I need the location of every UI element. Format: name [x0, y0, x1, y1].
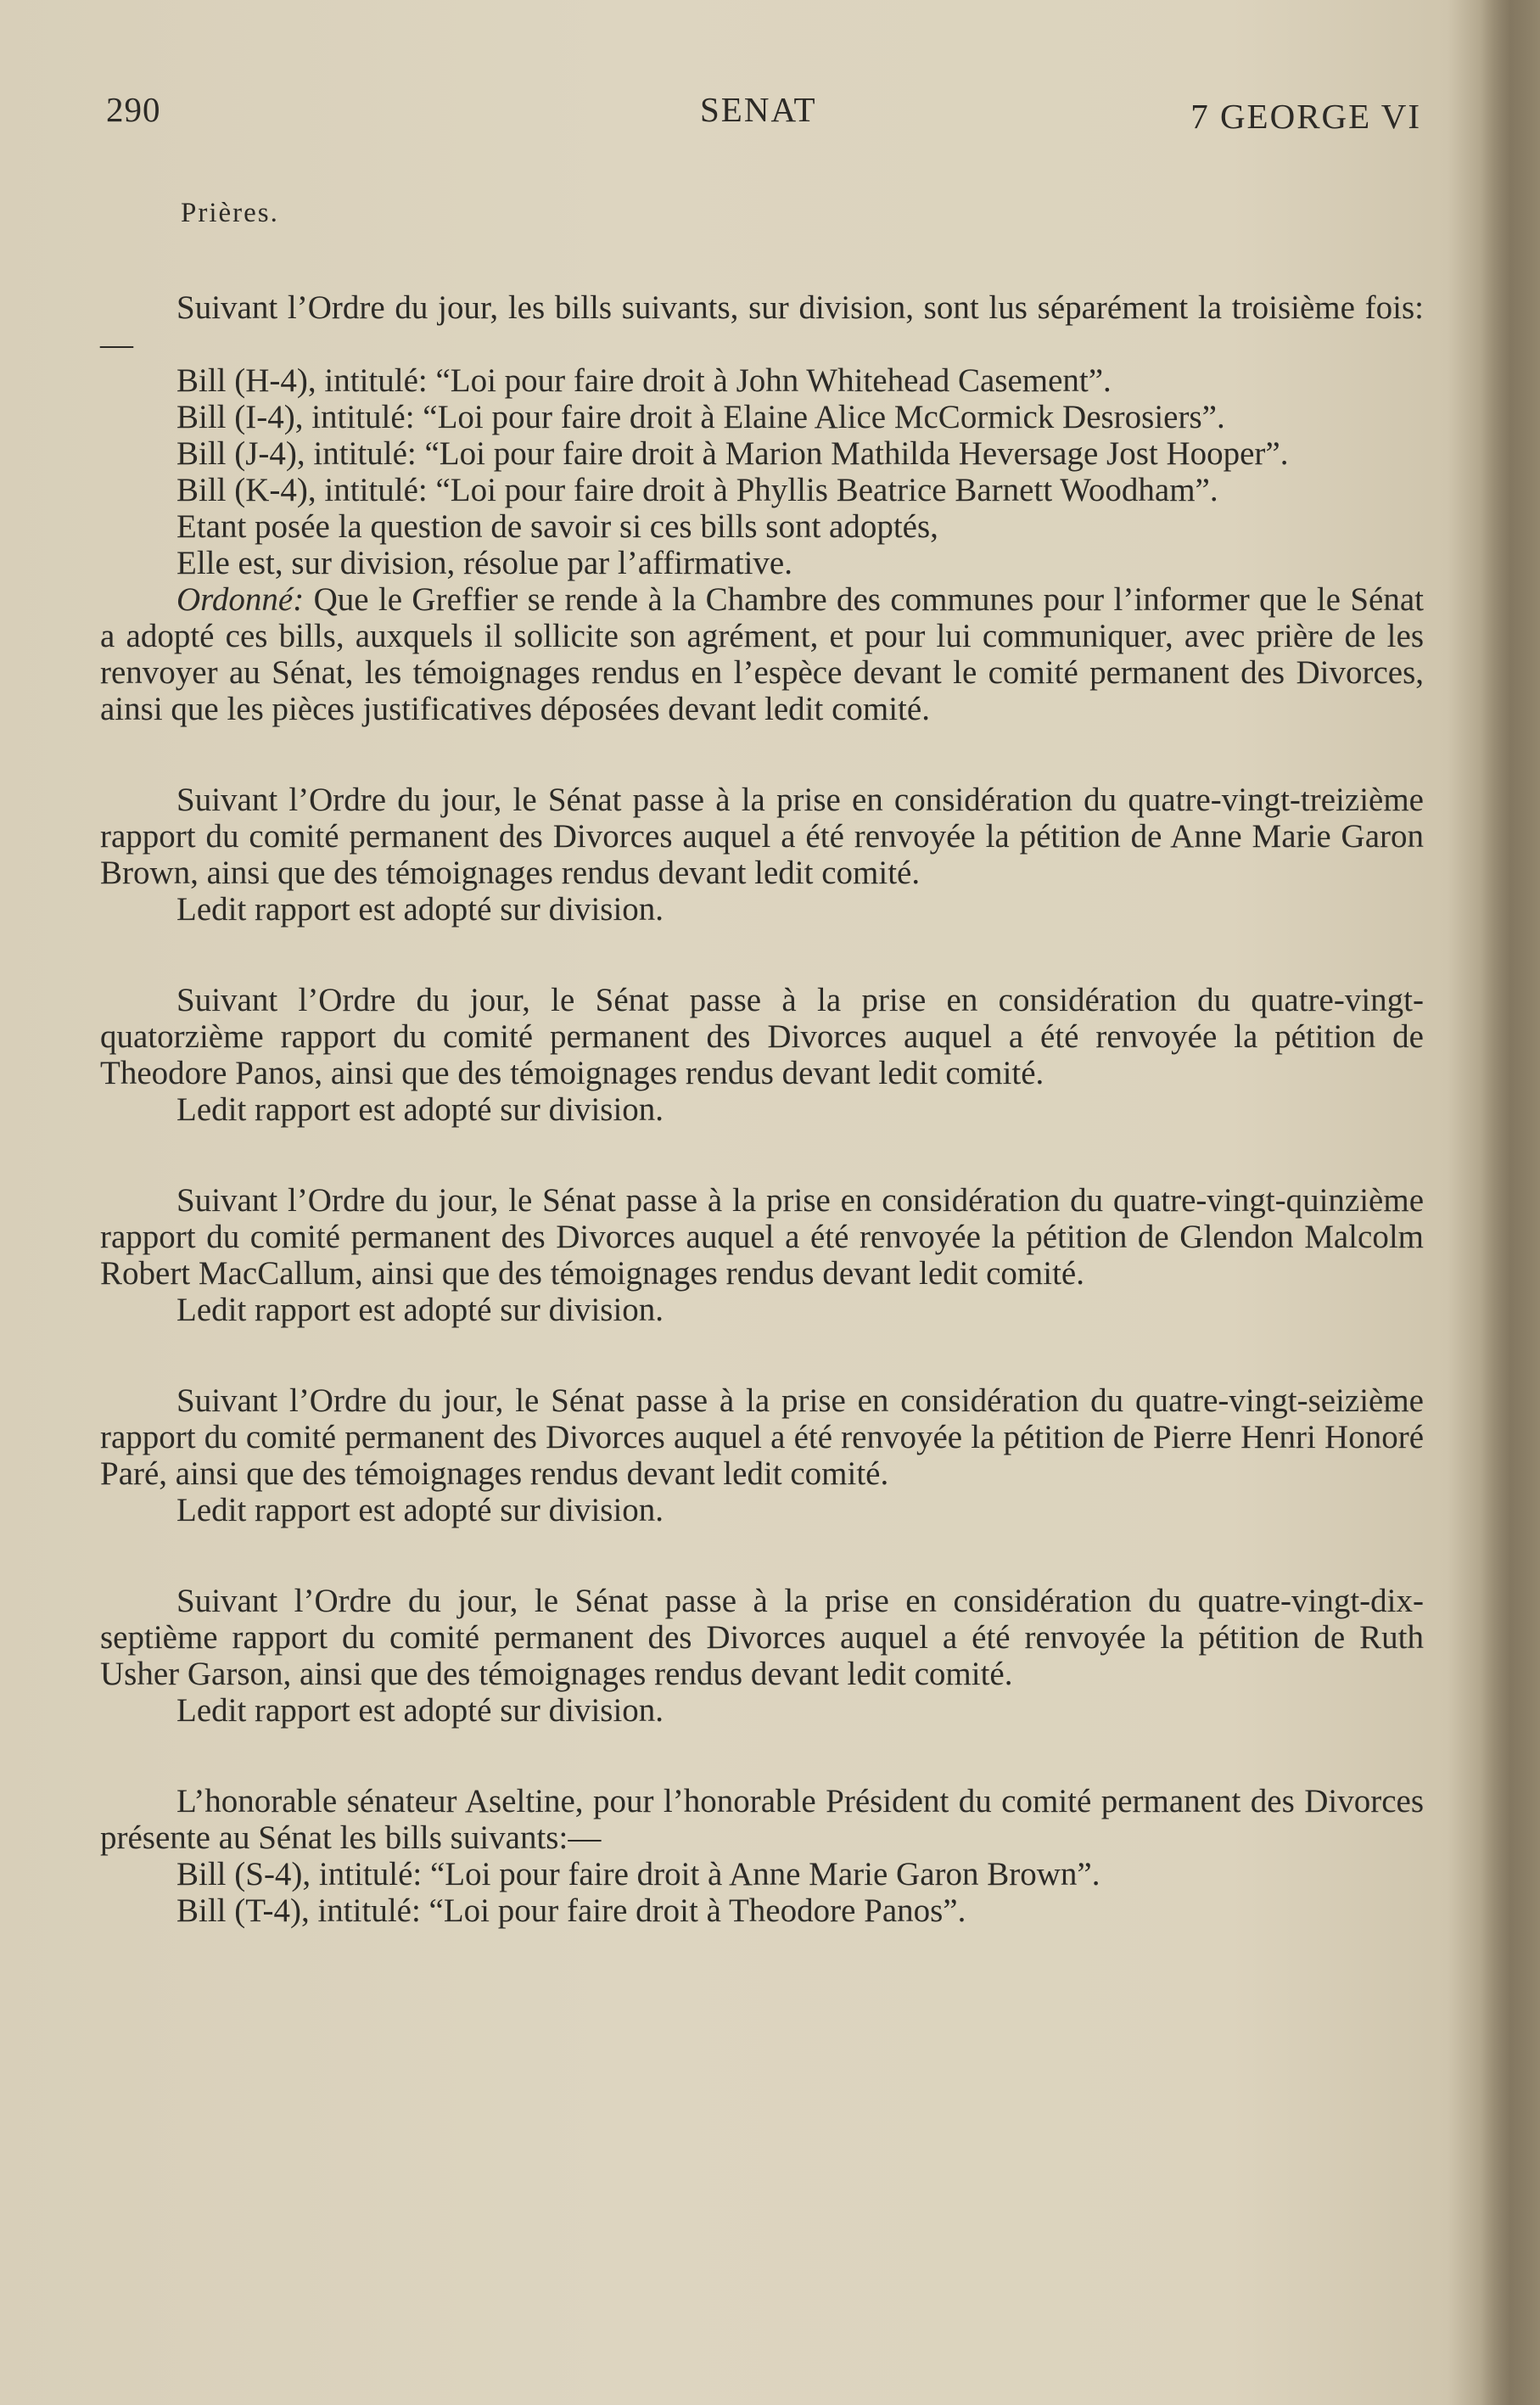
- bill-s4: Bill (S-4), intitulé: “Loi pour faire droit à Anne Marie Garon Brown”.: [176, 1856, 1100, 1892]
- report-93-text: Suivant l’Ordre du jour, le Sénat passe à la prise en considération du quatre-vingt-treizième rapport du comité permanent des Divorces auquel a été renvoyée la pétition de Anne Marie Garon Brown, ainsi que des témoignages rendus devant ledit comité.: [100, 782, 1424, 891]
- report-93-adopted: Ledit rapport est adopté sur division.: [176, 891, 664, 928]
- report-95-adopted: Ledit rapport est adopté sur division.: [176, 1292, 664, 1328]
- ordonne-label: Ordonné:: [176, 581, 305, 618]
- result-text: Elle est, sur division, résolue par l’affirmative.: [176, 545, 792, 581]
- report-95-text: Suivant l’Ordre du jour, le Sénat passe à la prise en considération du quatre-vingt-quinzième rapport du comité permanent des Divorces auquel a été renvoyée la pétition de Glendon Malcolm Robert MacCallum, ainsi que des témoignages rendus devant ledit comité.: [100, 1182, 1424, 1292]
- spacer: [100, 727, 1424, 782]
- ordonne-paragraph: [100, 581, 1424, 727]
- final-intro: L’honorable sénateur Aseltine, pour l’honorable Président du comité permanent des Divorces présente au Sénat les bills suivants:—: [100, 1783, 1424, 1856]
- bill-h4: Bill (H-4), intitulé: “Loi pour faire droit à John Whitehead Casement”.: [176, 362, 1112, 399]
- report-94-text: Suivant l’Ordre du jour, le Sénat passe à la prise en considération du quatre-vingt-quatorzième rapport du comité permanent des Divorces auquel a été renvoyée la pétition de Theodore Panos, ainsi que des témoignages rendus devant ledit comité.: [100, 982, 1424, 1091]
- ordonne-text: Que le Greffier se rende à la Chambre des communes pour l’informer que le Sénat a adopté ces bills, auxquels il sollicite son agrément, et pour lui communiquer, avec prière de les renvoyer au Sénat, les témoignages rendus en l’espèce devant le comité permanent des Divorces, ainsi que les pièces justificatives déposées devant ledit comité.: [100, 581, 1424, 727]
- report-97-text: Suivant l’Ordre du jour, le Sénat passe à la prise en considération du quatre-vingt-dix-septième rapport du comité permanent des Divorces auquel a été renvoyée la pétition de Ruth Usher Garson, ainsi que des témoignages rendus devant ledit comité.: [100, 1583, 1424, 1692]
- page-header: [106, 89, 1421, 140]
- spacer: [100, 928, 1424, 982]
- report-97-adopted: Ledit rapport est adopté sur division.: [176, 1692, 664, 1729]
- section1-intro: Suivant l’Ordre du jour, les bills suivants, sur division, sont lus séparément la troisième fois:—: [100, 289, 1424, 362]
- session-label: 7 GEORGE VI: [1190, 97, 1421, 136]
- report-96-adopted: Ledit rapport est adopté sur division.: [176, 1492, 664, 1528]
- prieres-heading: Prières.: [181, 198, 279, 228]
- book-spine-shadow: [1481, 0, 1540, 2405]
- question-text: Etant posée la question de savoir si ces bills sont adoptés,: [176, 508, 938, 545]
- report-96-text: Suivant l’Ordre du jour, le Sénat passe à la prise en considération du quatre-vingt-seizième rapport du comité permanent des Divorces auquel a été renvoyée la pétition de Pierre Henri Honoré Paré, ainsi que des témoignages rendus devant ledit comité.: [100, 1382, 1424, 1492]
- bill-i4: Bill (I-4), intitulé: “Loi pour faire droit à Elaine Alice McCormick Desrosiers”.: [176, 399, 1225, 435]
- spacer: [100, 1128, 1424, 1182]
- spacer: [100, 1328, 1424, 1382]
- page-number: 290: [106, 90, 161, 129]
- bill-k4: Bill (K-4), intitulé: “Loi pour faire droit à Phyllis Beatrice Barnett Woodham”.: [176, 472, 1218, 508]
- spacer: [100, 1729, 1424, 1783]
- bill-t4: Bill (T-4), intitulé: “Loi pour faire droit à Theodore Panos”.: [176, 1892, 966, 1929]
- running-title: SENAT: [700, 90, 817, 129]
- report-94-adopted: Ledit rapport est adopté sur division.: [176, 1091, 664, 1128]
- spacer: [100, 1528, 1424, 1583]
- bill-j4: Bill (J-4), intitulé: “Loi pour faire droit à Marion Mathilda Heversage Jost Hooper”.: [176, 435, 1289, 472]
- page-body: [100, 195, 1424, 1929]
